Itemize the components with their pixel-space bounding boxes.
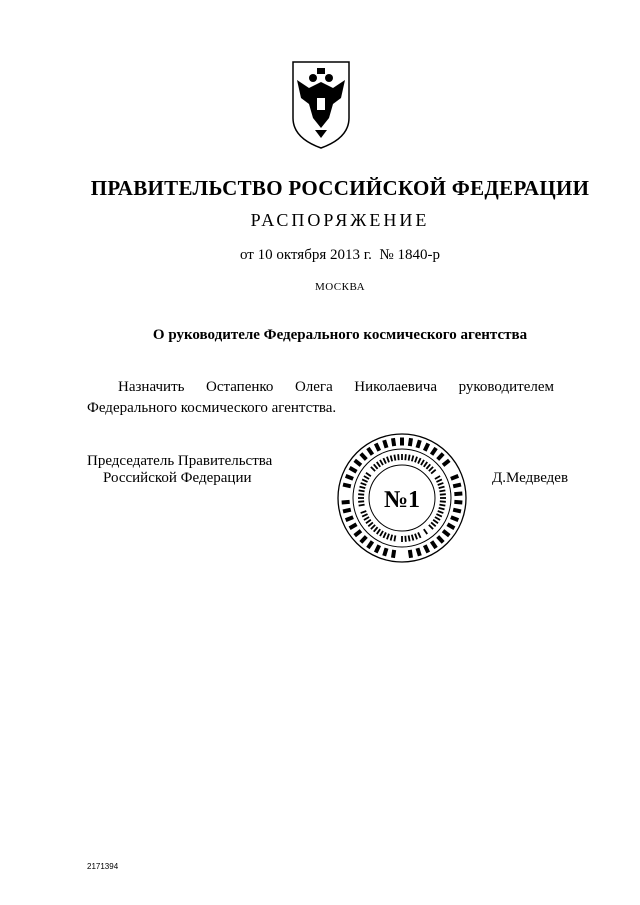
seal-letter-mark — [411, 534, 414, 540]
seal-letter-mark — [386, 533, 390, 539]
document-date-number: от 10 октября 2013 г. № 1840-р — [239, 247, 440, 263]
seal-letter-mark — [391, 550, 396, 559]
seal-letter-mark — [374, 544, 381, 553]
seal-letter-mark — [404, 454, 406, 460]
seal-letter-mark — [359, 486, 365, 489]
seal-letter-mark — [453, 508, 462, 514]
seal-letter-mark — [437, 482, 443, 486]
seal-letter-mark — [411, 455, 414, 461]
seal-letter-mark — [408, 550, 413, 559]
seal-letter-mark — [376, 529, 381, 535]
seal-letter-mark — [430, 540, 438, 549]
seal-letter-mark — [383, 532, 387, 538]
official-seal-stamp — [336, 432, 468, 564]
seal-letter-mark — [358, 497, 364, 499]
seal-letter-mark — [423, 443, 430, 452]
seal-letter-mark — [393, 455, 396, 461]
seal-letter-mark — [442, 529, 451, 537]
seal-center-number: №1 — [383, 487, 421, 513]
seal-letter-mark — [430, 447, 438, 456]
seal-letter-mark — [417, 532, 421, 538]
seal-letter-mark — [416, 548, 422, 557]
seal-letter-mark — [376, 461, 381, 467]
seal-letter-mark — [349, 523, 358, 530]
seal-letter-mark — [439, 489, 445, 492]
seal-letter-mark — [360, 482, 366, 486]
seal-letter-mark — [436, 535, 444, 544]
seal-letter-mark — [365, 472, 371, 477]
signatory-position-line1: Председатель Правительства — [87, 453, 273, 469]
seal-letter-mark — [363, 475, 369, 480]
seal-letter-mark — [379, 530, 384, 536]
seal-letter-mark — [365, 519, 371, 524]
seal-letter-mark — [359, 504, 365, 507]
seal-letter-mark — [362, 479, 368, 483]
seal-letter-mark — [345, 474, 354, 481]
seal-letter-mark — [345, 515, 354, 522]
seal-letter-mark — [358, 500, 364, 502]
document-code: 2171394 — [87, 862, 119, 871]
seal-letter-mark — [400, 438, 404, 446]
seal-letter-mark — [453, 483, 462, 489]
seal-letter-mark — [420, 459, 425, 465]
seal-letter-mark — [391, 438, 396, 447]
seal-letter-mark — [437, 510, 443, 514]
seal-letter-mark — [414, 533, 418, 539]
seal-letter-mark — [404, 536, 406, 542]
coat-of-arms-emblem-icon — [289, 58, 353, 150]
seal-letter-mark — [440, 500, 446, 502]
seal-letter-mark — [366, 447, 374, 456]
seal-letter-mark — [417, 458, 421, 464]
seal-letter-mark — [414, 456, 418, 462]
seal-letter-mark — [442, 459, 451, 467]
seal-letter-mark — [440, 493, 446, 495]
seal-letter-mark — [390, 534, 393, 540]
seal-letter-mark — [408, 535, 411, 541]
seal-letter-mark — [433, 519, 439, 524]
document-body: Назначить Остапенко Олега Николаевича руководителем Федерального космического агентства. — [87, 379, 554, 416]
seal-letter-mark — [438, 486, 444, 489]
seal-letter-mark — [359, 489, 365, 492]
seal-letter-mark — [343, 483, 352, 489]
seal-letter-mark — [408, 455, 411, 461]
seal-letter-mark — [374, 443, 381, 452]
seal-letter-mark — [353, 529, 362, 537]
seal-letter-mark — [440, 497, 446, 499]
signatory-position-line2: Российской Федерации — [103, 470, 252, 486]
seal-letter-mark — [454, 500, 462, 505]
document-city: МОСКВА — [314, 281, 366, 293]
seal-letter-mark — [353, 459, 362, 467]
government-title: ПРАВИТЕЛЬСТВО РОССИЙСКОЙ ФЕДЕРАЦИИ — [90, 176, 590, 200]
seal-letter-mark — [390, 455, 393, 461]
seal-letter-mark — [434, 475, 440, 480]
seal-letter-mark — [349, 466, 358, 473]
seal-letter-mark — [436, 513, 442, 517]
seal-letter-mark — [358, 493, 364, 495]
seal-letter-mark — [436, 479, 442, 483]
document-subject: О руководителе Федерального космического агентства — [152, 327, 528, 343]
seal-letter-mark — [439, 504, 445, 507]
seal-letter-mark — [401, 536, 403, 542]
seal-letter-mark — [408, 438, 413, 447]
seal-letter-mark — [342, 500, 350, 505]
seal-letter-mark — [382, 548, 388, 557]
seal-letter-mark — [454, 491, 462, 496]
document-type: РАСПОРЯЖЕНИЕ — [250, 210, 430, 230]
seal-letter-mark — [416, 440, 422, 449]
seal-letter-mark — [423, 461, 428, 467]
seal-letter-mark — [450, 515, 459, 522]
seal-letter-mark — [436, 452, 444, 461]
seal-letter-mark — [386, 456, 390, 462]
seal-letter-mark — [382, 440, 388, 449]
seal-letter-mark — [423, 544, 430, 553]
seal-letter-mark — [360, 510, 366, 514]
seal-letter-mark — [363, 516, 369, 521]
seal-letter-mark — [397, 454, 399, 460]
seal-letter-mark — [393, 535, 396, 541]
seal-letter-mark — [434, 516, 440, 521]
seal-letter-mark — [343, 508, 352, 514]
seal-letter-mark — [446, 523, 455, 530]
seal-letter-mark — [359, 535, 367, 544]
seal-letter-mark — [383, 458, 387, 464]
seal-letter-mark — [450, 474, 459, 481]
seal-letter-mark — [423, 529, 428, 535]
seal-letter-mark — [362, 513, 368, 517]
seal-letter-mark — [379, 459, 384, 465]
seal-letter-mark — [401, 454, 403, 460]
seal-letter-mark — [359, 452, 367, 461]
seal-letter-mark — [366, 540, 374, 549]
signatory-name: Д.Медведев — [492, 470, 569, 486]
seal-letter-mark — [438, 507, 444, 510]
